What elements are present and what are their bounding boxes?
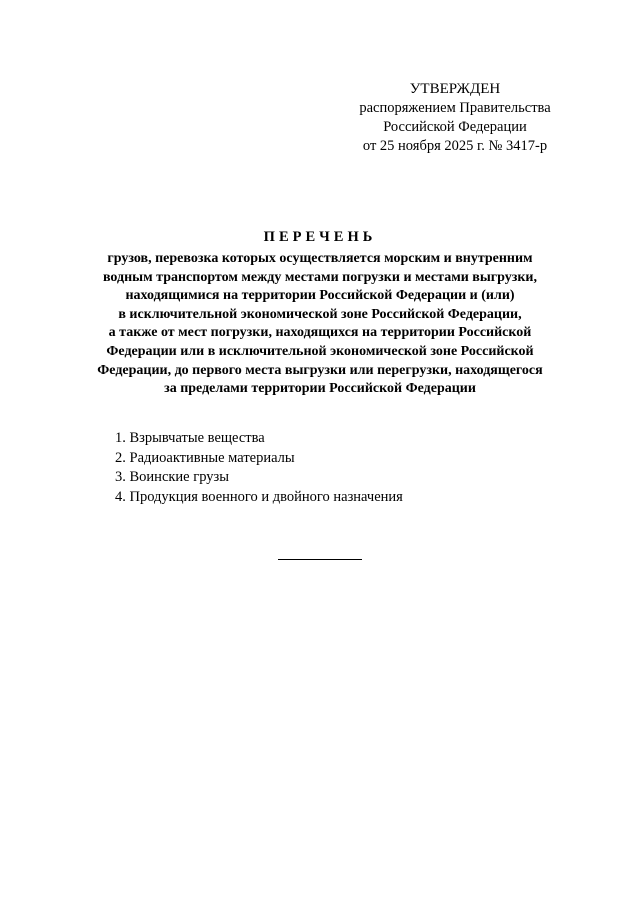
document-subtitle <box>70 250 570 399</box>
approval-line-2: Российской Федерации <box>383 119 527 135</box>
approval-line-3: от 25 ноября 2025 г. № 3417-р <box>362 138 548 154</box>
subtitle-line: Федерации, до первого места выгрузки или перегрузки, находящегося <box>97 362 543 378</box>
subtitle-line: в исключительной экономической зоне Российской Федерации, <box>118 306 522 322</box>
subtitle-line: грузов, перевозка которых осуществляется морским и внутренним <box>107 251 533 266</box>
approval-heading: УТВЕРЖДЕН <box>409 81 501 97</box>
list-item: 1. Взрывчатые вещества <box>115 430 265 446</box>
list-item: 2. Радиоактивные материалы <box>115 449 295 466</box>
subtitle-line: Федерации или в исключительной экономической зоне Российской <box>106 343 534 359</box>
subtitle-line: находящимися на территории Российской Федерации и (или) <box>125 288 515 304</box>
cargo-list <box>115 429 403 507</box>
approval-line-1: распоряжением Правительства <box>359 100 551 116</box>
subtitle-line: за пределами территории Российской Федерации <box>164 381 476 397</box>
subtitle-line: водным транспортом между местами погрузки и местами выгрузки, <box>102 269 538 285</box>
document-title: ПЕРЕЧЕНЬ <box>263 229 377 245</box>
list-item: 4. Продукция военного и двойного назначения <box>115 488 403 505</box>
closing-rule <box>278 559 362 560</box>
approval-block <box>330 80 580 156</box>
subtitle-line: а также от мест погрузки, находящихся на территории Российской <box>108 325 532 341</box>
list-item: 3. Воинские грузы <box>115 469 229 485</box>
